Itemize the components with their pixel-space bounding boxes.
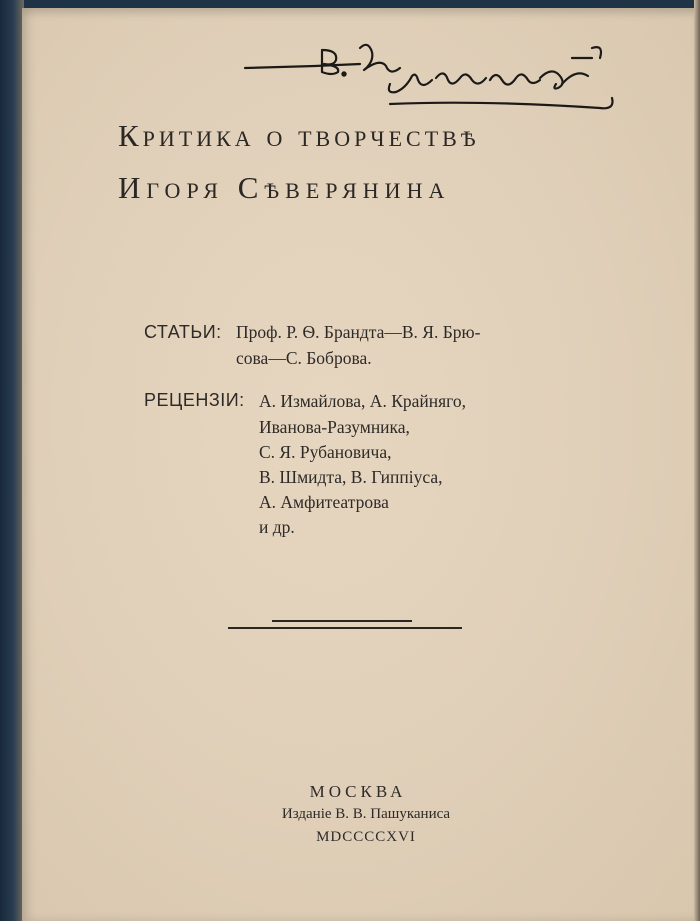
imprint-publisher: Изданіе В. В. Пашуканиса	[281, 806, 451, 822]
articles-line-1: Проф. Р. Ѳ. Брандта—В. Я. Брю-	[236, 322, 481, 342]
articles-line-2: сова—С. Боброва.	[236, 348, 372, 368]
imprint-city: МОСКВА	[309, 782, 407, 801]
reviews-line-6: и др.	[259, 517, 295, 537]
handwritten-signature	[240, 28, 630, 118]
imprint-year: MDCCCCXVI	[316, 829, 416, 845]
book-title-line-1: Критика о творчествѣ	[118, 118, 480, 153]
reviews-line-3: С. Я. Рубановича,	[259, 442, 392, 462]
reviews-line-5: А. Амфитеатрова	[259, 492, 389, 512]
articles-label: СТАТЬИ:	[144, 322, 222, 342]
reviews-label: РЕЦЕНЗІИ:	[144, 390, 245, 410]
reviews-line-2: Иванова-Разумника,	[259, 417, 410, 437]
book-title-line-2: Игоря Сѣверянина	[118, 170, 451, 205]
divider-rule-bottom	[228, 627, 462, 629]
reviews-line-1: А. Измайлова, А. Крайняго,	[259, 391, 467, 411]
reviews-line-4: В. Шмидта, В. Гиппіуса,	[259, 467, 443, 487]
divider-rule-top	[272, 620, 412, 622]
